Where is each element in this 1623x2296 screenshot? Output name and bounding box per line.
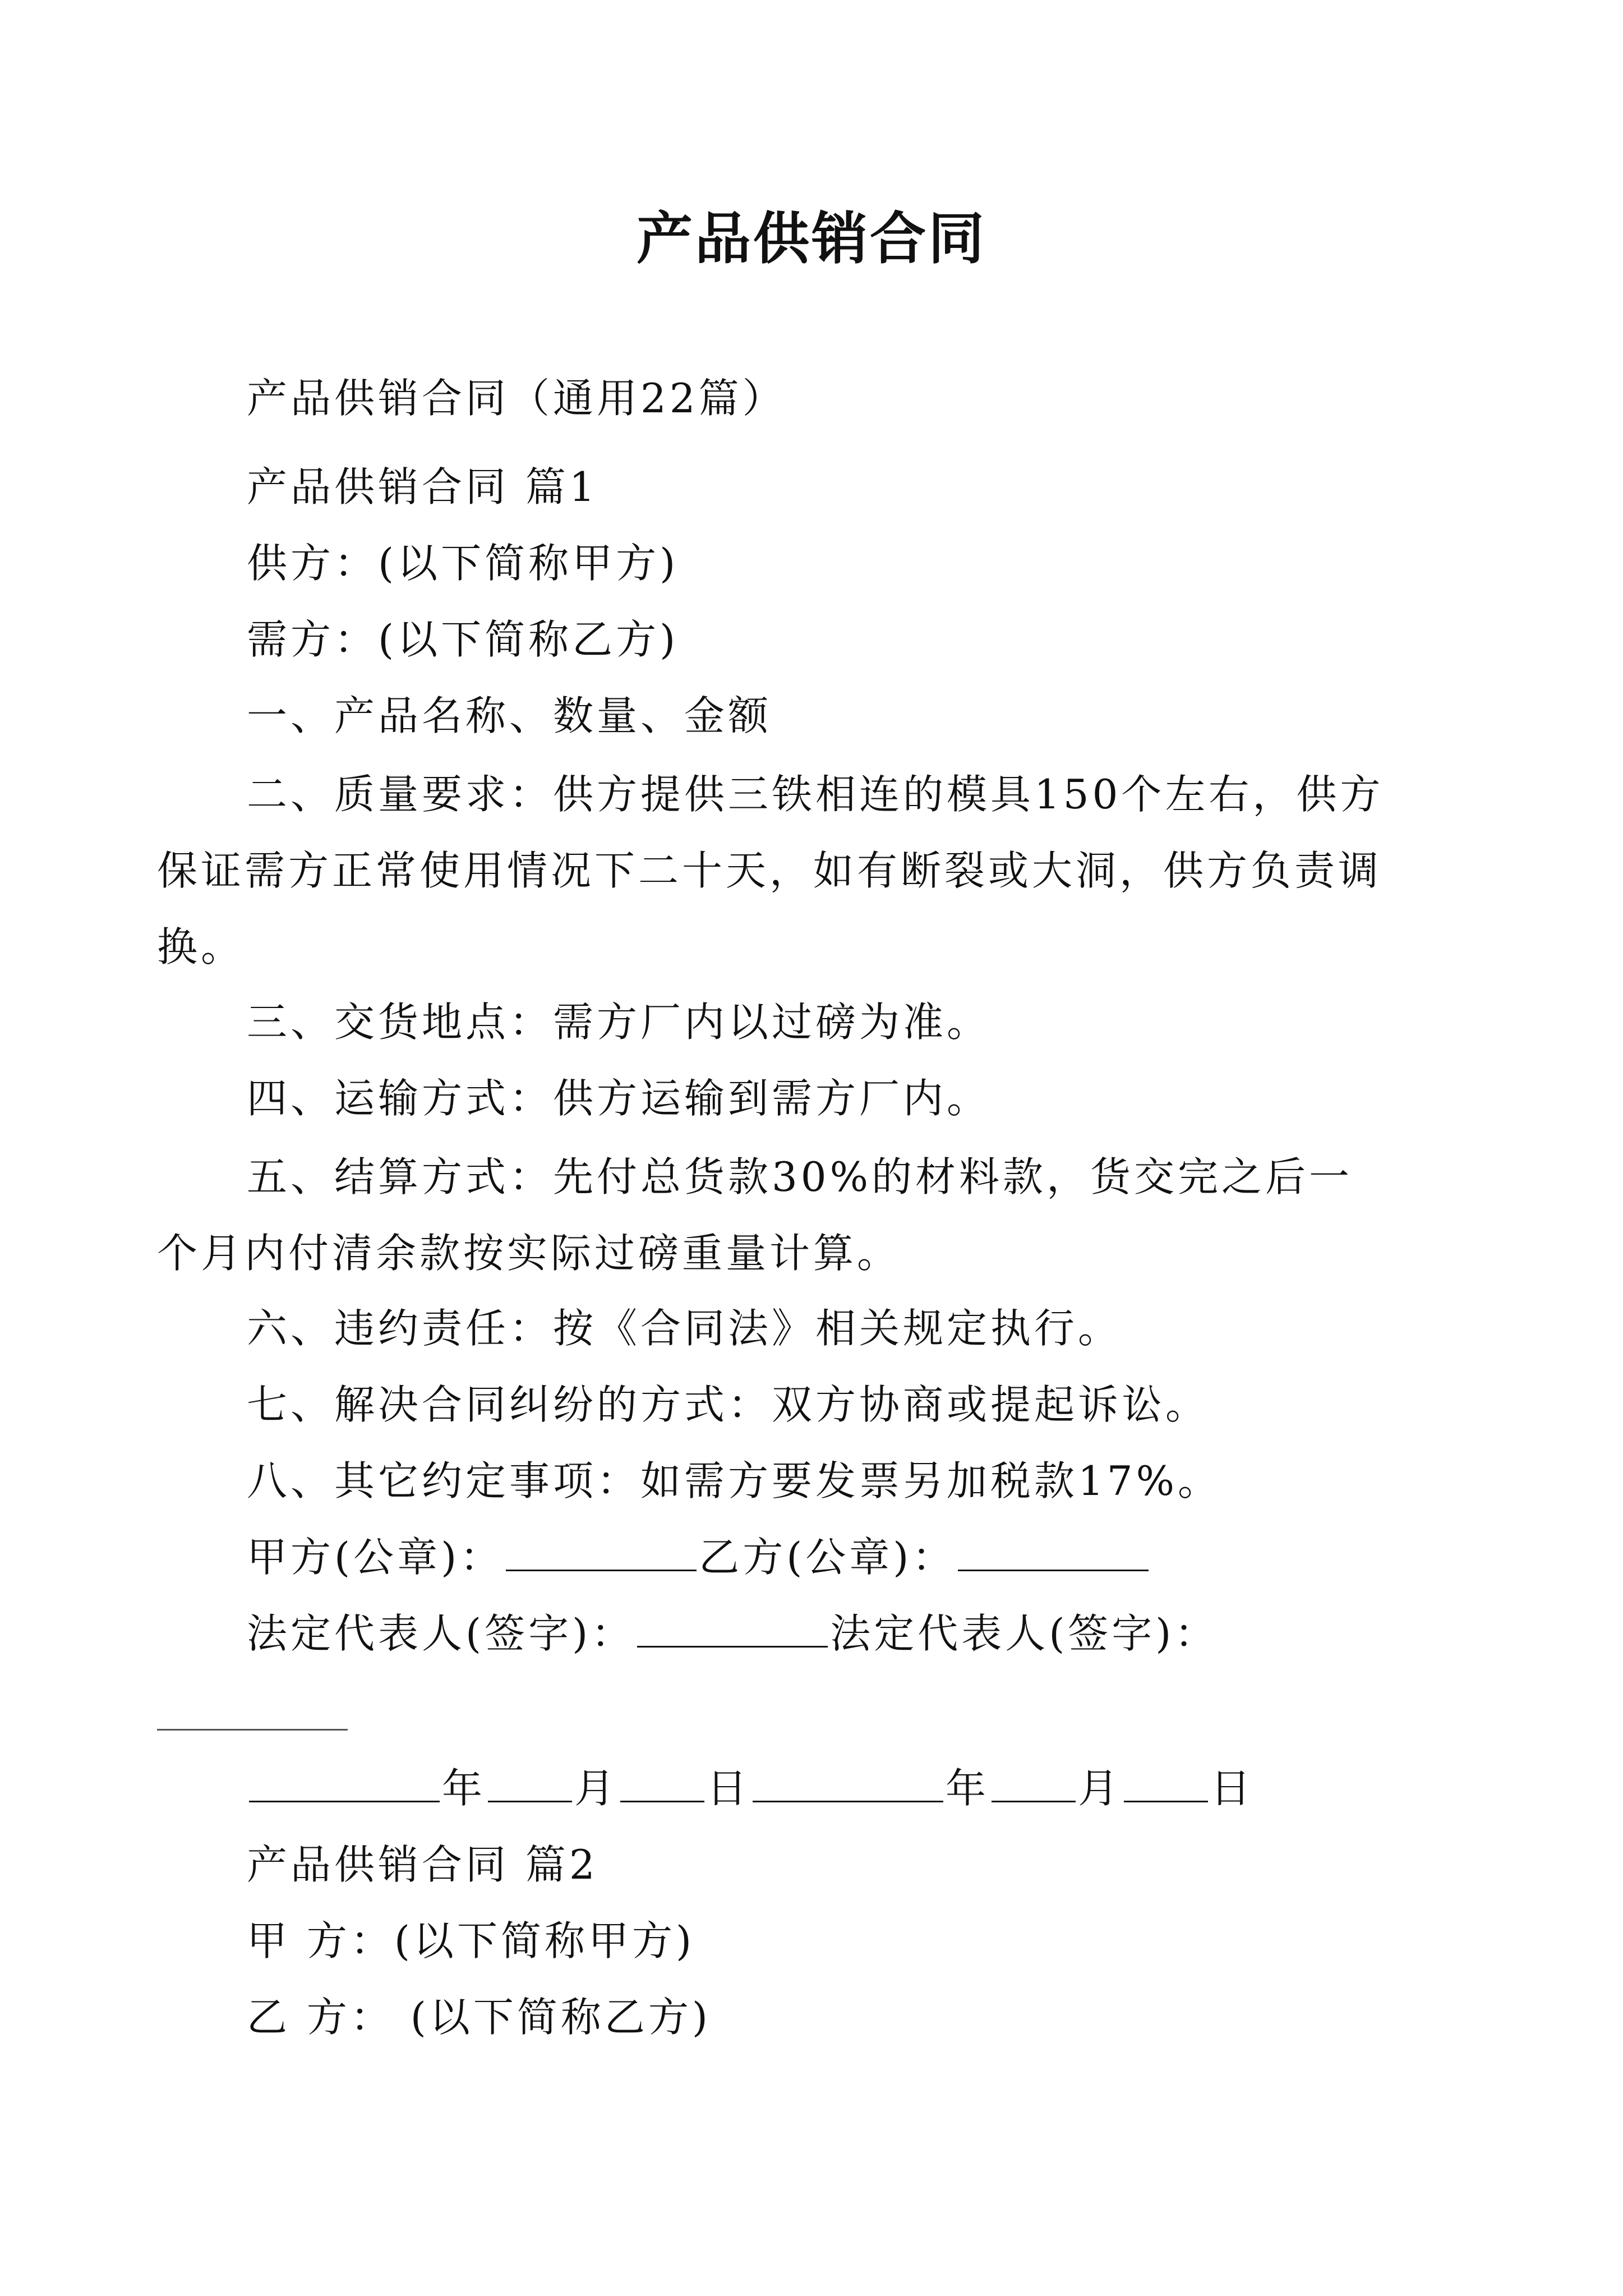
document-subtitle: 产品供销合同（通用22篇）	[247, 375, 786, 422]
seal-party-b-label: 乙方(公章)：	[699, 1534, 956, 1581]
section1-heading: 产品供销合同 篇1	[247, 463, 598, 510]
rep-party-a-label: 法定代表人(签字)：	[247, 1610, 635, 1657]
date-a-day-label: 日	[707, 1765, 751, 1812]
rep-party-b-label: 法定代表人(签字)：	[830, 1610, 1219, 1657]
clause-6: 六、违约责任：按《合同法》相关规定执行。	[247, 1305, 1122, 1352]
seal-party-a-blank[interactable]	[506, 1529, 697, 1571]
clause-7: 七、解决合同纠纷的方式：双方协商或提起诉讼。	[247, 1381, 1210, 1428]
rep-party-b-blank[interactable]	[157, 1729, 348, 1731]
clause-8: 八、其它约定事项：如需方要发票另加税款17%。	[247, 1457, 1222, 1504]
rep-party-a-blank[interactable]	[637, 1605, 828, 1648]
buyer-line: 需方：(以下简称乙方)	[247, 616, 679, 663]
document-title: 产品供销合同	[637, 205, 986, 272]
clause-5: 五、结算方式：先付总货款30%的材料款，货交完之后一个月内付清余款按实际过磅重量计算。	[157, 1153, 1353, 1277]
representative-line	[247, 1605, 1385, 1662]
clause-3: 三、交货地点：需方厂内以过磅为准。	[247, 999, 991, 1046]
date-a-month-blank[interactable]	[488, 1760, 572, 1802]
clause-4: 四、运输方式：供方运输到需方厂内。	[247, 1075, 991, 1122]
clause-1: 一、产品名称、数量、金额	[247, 692, 772, 739]
date-a-month-label: 月	[574, 1765, 619, 1812]
date-b-month-label: 月	[1078, 1765, 1122, 1812]
supplier-line: 供方：(以下简称甲方)	[247, 540, 679, 587]
clause-2: 二、质量要求：供方提供三铁相连的模具150个左右，供方保证需方正常使用情况下二十天，如有断裂或大洞，供方负责调换。	[157, 771, 1384, 970]
date-b-day-blank[interactable]	[1124, 1760, 1208, 1802]
date-line	[247, 1760, 1385, 1816]
section2-heading: 产品供销合同 篇2	[247, 1841, 598, 1888]
section2-party-b: 乙 方： (以下简称乙方)	[247, 1994, 711, 2041]
seal-party-a-label: 甲方(公章)：	[247, 1534, 504, 1581]
date-b-year-label: 年	[946, 1765, 990, 1812]
date-a-day-blank[interactable]	[620, 1760, 704, 1802]
section2-party-a: 甲 方：(以下简称甲方)	[247, 1917, 695, 1964]
date-b-year-blank[interactable]	[753, 1760, 943, 1802]
date-a-year-blank[interactable]	[249, 1760, 440, 1802]
seal-party-b-blank[interactable]	[958, 1529, 1149, 1571]
date-b-month-blank[interactable]	[992, 1760, 1076, 1802]
date-a-year-label: 年	[442, 1765, 486, 1812]
date-b-day-label: 日	[1210, 1765, 1255, 1812]
seal-line	[247, 1529, 1385, 1585]
